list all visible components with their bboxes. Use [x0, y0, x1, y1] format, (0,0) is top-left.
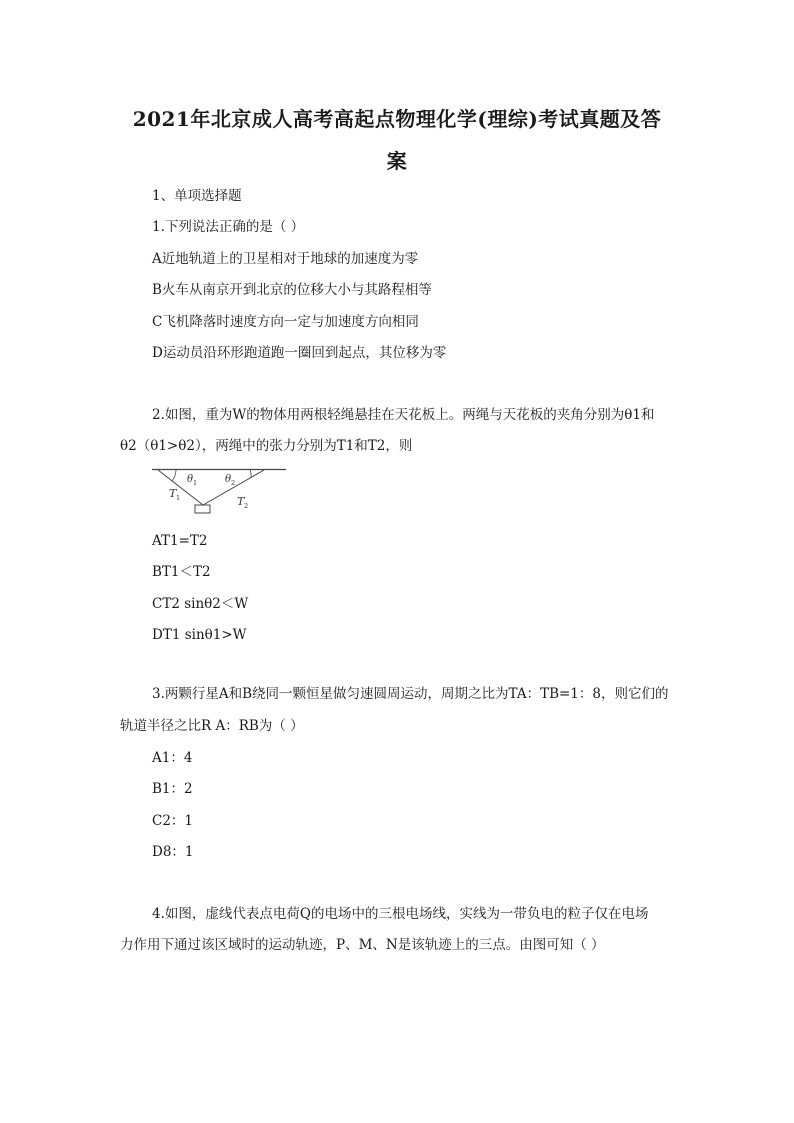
- weight-box: [195, 505, 210, 513]
- q1-option-b: B火车从南京开到北京的位移大小与其路程相等: [152, 282, 432, 298]
- document-title-line1: 2021年北京成人高考高起点物理化学(理综)考试真题及答: [132, 107, 662, 131]
- q2-option-b: BT1＜T2: [152, 564, 211, 580]
- q2-stem-line1: 2.如图，重为W的物体用两根轻绳悬挂在天花板上。两绳与天花板的夹角分别为θ1和: [152, 407, 655, 423]
- q2-option-c: CT2 sinθ2＜W: [152, 596, 249, 612]
- label-t1: T: [169, 487, 177, 500]
- q2-stem-line2: θ2（θ1>θ2），两绳中的张力分别为T1和T2，则: [120, 438, 413, 454]
- q4-stem-line2: 力作用下通过该区域时的运动轨迹，P、M、N是该轨迹上的三点。由图可知（ ）: [120, 937, 605, 953]
- label-theta2: θ: [225, 474, 232, 485]
- label-t2: T: [237, 495, 245, 508]
- q2-option-d: DT1 sinθ1>W: [152, 627, 247, 643]
- q2-option-a: AT1=T2: [152, 533, 208, 549]
- rope-t1: [158, 470, 203, 505]
- document-title-line2: 案: [386, 149, 408, 173]
- hanging-weight-diagram: [152, 468, 286, 516]
- q1-option-d: D运动员沿环形跑道跑一圈回到起点，其位移为零: [152, 345, 447, 361]
- angle-arc-1: [172, 470, 176, 481]
- q1-stem: 1.下列说法正确的是（ ）: [152, 219, 305, 235]
- section-heading: 1、单项选择题: [152, 188, 242, 204]
- label-theta2-sub: 2: [231, 479, 236, 487]
- label-theta1: θ: [187, 474, 194, 485]
- q3-option-c: C2：1: [152, 813, 194, 829]
- rope-t2: [203, 470, 264, 505]
- angle-arc-2: [250, 470, 251, 478]
- q3-option-d: D8：1: [152, 844, 194, 860]
- q3-stem-line1: 3.两颗行星A和B绕同一颗恒星做匀速圆周运动，周期之比为TA：TB=1：8，则它们的: [152, 686, 669, 702]
- q3-option-b: B1：2: [152, 781, 193, 797]
- q3-stem-line2: 轨道半径之比R A：RB为（ ）: [120, 718, 304, 734]
- label-t2-sub: 2: [244, 502, 249, 510]
- q4-stem-line1: 4.如图，虚线代表点电荷Q的电场中的三根电场线，实线为一带负电的粒子仅在电场: [152, 906, 649, 922]
- q1-option-c: C飞机降落时速度方向一定与加速度方向相同: [152, 314, 419, 330]
- label-t1-sub: 1: [176, 494, 181, 502]
- q3-option-a: A1：4: [152, 750, 193, 766]
- label-theta1-sub: 1: [193, 479, 198, 487]
- q1-option-a: A近地轨道上的卫星相对于地球的加速度为零: [152, 251, 419, 267]
